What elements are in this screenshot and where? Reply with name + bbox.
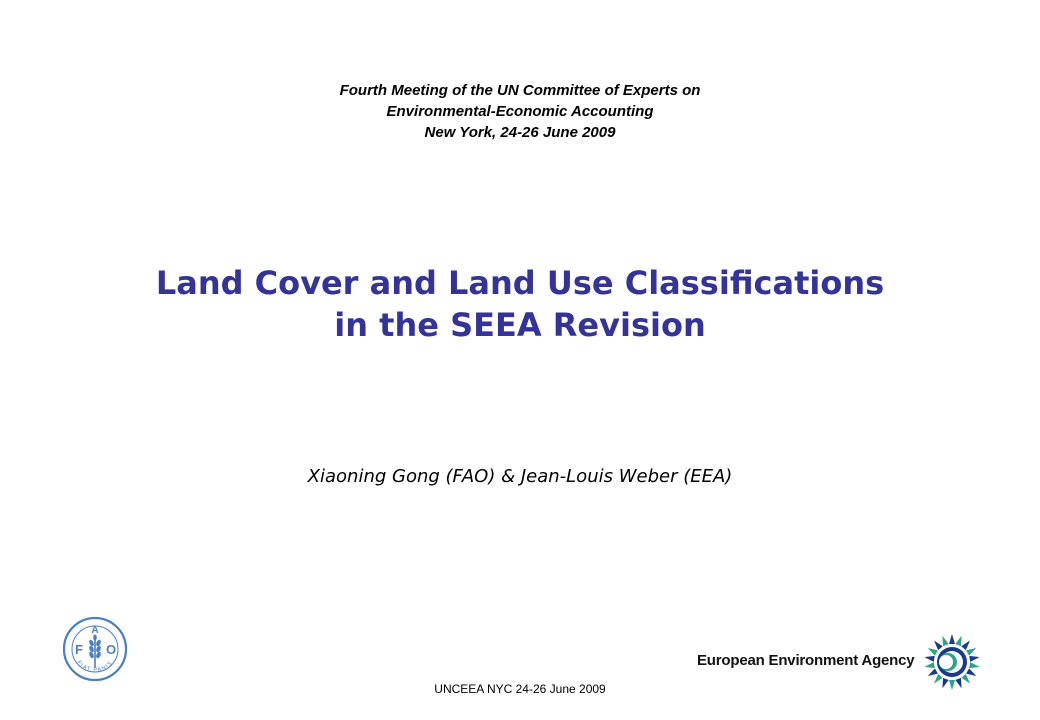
fao-letter-o: O [105,642,117,657]
meeting-info [0,80,1040,143]
eea-name: European Environment Agency [697,652,915,669]
meeting-line-2: Environmental-Economic Accounting [386,103,654,120]
fao-letter-a: A [91,625,99,636]
authors: Xiaoning Gong (FAO) & Jean-Louis Weber (EEA) [307,466,733,487]
fao-letter-f: F [75,642,83,657]
slide-title [0,262,1040,346]
fao-motto: FIAT PANIS [75,659,115,674]
title-line-2: in the SEEA Revision [334,306,706,344]
fao-emblem-icon [62,616,128,682]
meeting-line-1: Fourth Meeting of the UN Committee of Experts on [339,82,701,99]
title-line-1: Land Cover and Land Use Classifications [155,264,885,302]
meeting-line-3: New York, 24-26 June 2009 [424,124,616,141]
slide-footer: UNCEEA NYC 24-26 June 2009 [434,682,606,696]
